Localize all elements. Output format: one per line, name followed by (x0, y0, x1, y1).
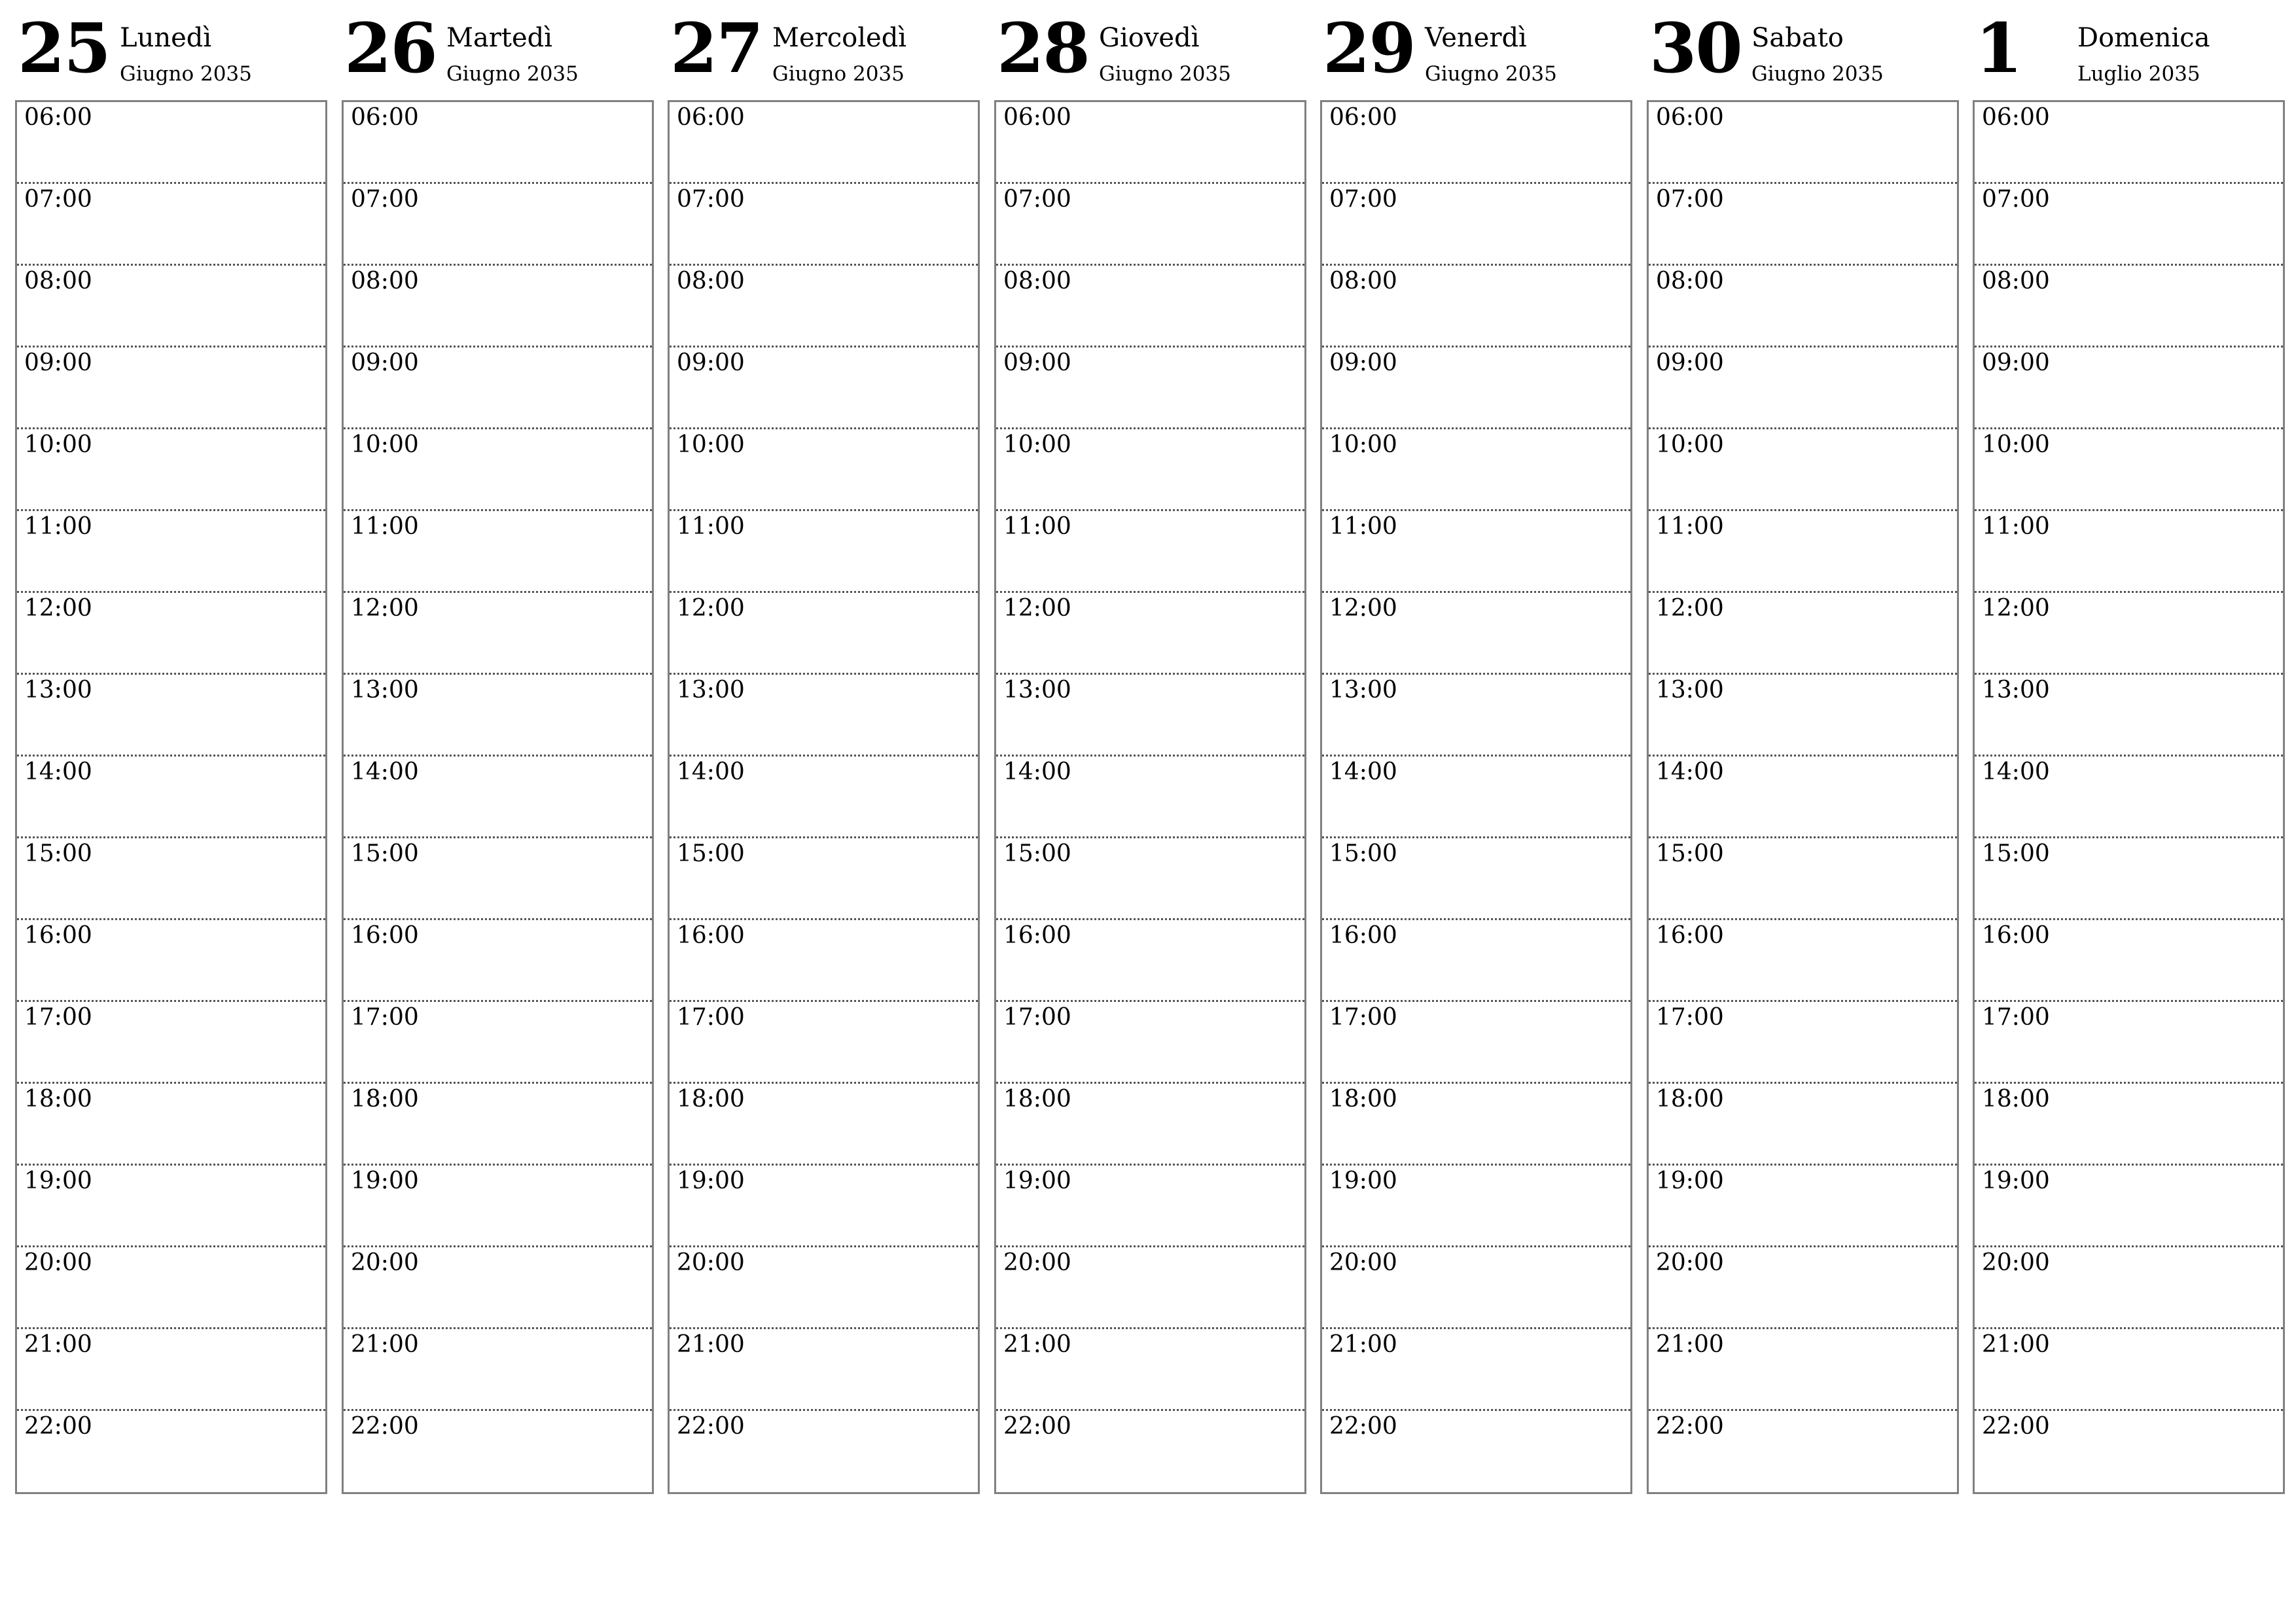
hour-label: 11:00 (1656, 513, 1724, 540)
hour-slot[interactable] (17, 1329, 325, 1411)
hour-slot[interactable] (1975, 1411, 2283, 1493)
hour-slot[interactable] (1322, 266, 1630, 348)
hour-slot[interactable] (996, 1329, 1304, 1411)
hour-label: 14:00 (351, 758, 419, 785)
hour-slot[interactable] (670, 1329, 978, 1411)
hour-slot[interactable] (670, 511, 978, 593)
hour-label: 22:00 (24, 1413, 92, 1440)
hour-slot[interactable] (344, 675, 652, 757)
hour-label: 07:00 (1656, 186, 1724, 213)
day-number: 28 (997, 8, 1089, 88)
hour-label: 19:00 (677, 1168, 745, 1194)
day-month-year: Giugno 2035 (1099, 62, 1231, 86)
day-schedule-box (668, 100, 980, 1494)
hour-slot[interactable] (1975, 429, 2283, 511)
hour-label: 13:00 (1003, 677, 1071, 704)
day-column (342, 0, 656, 1440)
day-month-year: Giugno 2035 (120, 62, 252, 86)
hour-slot[interactable] (1322, 920, 1630, 1002)
hour-slot[interactable] (670, 593, 978, 675)
hour-label: 19:00 (1982, 1168, 2050, 1194)
hour-slot[interactable] (996, 1002, 1304, 1084)
hour-slot[interactable] (1322, 757, 1630, 838)
hour-slot[interactable] (670, 920, 978, 1002)
hour-slot[interactable] (996, 348, 1304, 429)
hour-slot[interactable] (1322, 1329, 1630, 1411)
day-schedule-box (1647, 100, 1959, 1494)
hour-label: 18:00 (1656, 1086, 1724, 1113)
hour-label: 10:00 (24, 431, 92, 458)
hour-slot[interactable] (996, 1411, 1304, 1493)
hour-slot[interactable] (1322, 1166, 1630, 1247)
hour-slot[interactable] (1649, 511, 1957, 593)
hour-label: 21:00 (1003, 1331, 1071, 1358)
hour-slot[interactable] (17, 1084, 325, 1166)
hour-slot[interactable] (17, 920, 325, 1002)
hour-label: 11:00 (1982, 513, 2050, 540)
hour-label: 09:00 (1003, 349, 1071, 376)
hour-slot[interactable] (344, 593, 652, 675)
hour-label: 13:00 (24, 677, 92, 704)
hour-label: 17:00 (1656, 1004, 1724, 1031)
hour-slot[interactable] (1649, 1247, 1957, 1329)
hour-slot[interactable] (17, 1247, 325, 1329)
hour-label: 16:00 (351, 922, 419, 949)
hour-slot[interactable] (1975, 102, 2283, 184)
hour-slot[interactable] (17, 1002, 325, 1084)
hour-slot[interactable] (670, 429, 978, 511)
hour-slot[interactable] (1975, 1166, 2283, 1247)
hour-slot[interactable] (1322, 511, 1630, 593)
hour-slot[interactable] (17, 1166, 325, 1247)
hour-label: 09:00 (351, 349, 419, 376)
hour-label: 17:00 (677, 1004, 745, 1031)
hour-label: 12:00 (1982, 595, 2050, 622)
day-number: 29 (1323, 8, 1415, 88)
hour-label: 16:00 (1329, 922, 1397, 949)
day-name: Venerdì (1425, 23, 1527, 53)
hour-slot[interactable] (1975, 184, 2283, 266)
hour-slot[interactable] (1322, 838, 1630, 920)
day-name: Sabato (1751, 23, 1844, 53)
hour-label: 15:00 (1656, 840, 1724, 867)
hour-slot[interactable] (1975, 838, 2283, 920)
hour-label: 08:00 (351, 268, 419, 294)
hour-label: 13:00 (1982, 677, 2050, 704)
hour-slot[interactable] (996, 184, 1304, 266)
hour-slot[interactable] (670, 1002, 978, 1084)
hour-label: 08:00 (1329, 268, 1397, 294)
hour-label: 20:00 (24, 1249, 92, 1276)
hour-slot[interactable] (1975, 1002, 2283, 1084)
hour-label: 21:00 (351, 1331, 419, 1358)
hour-label: 18:00 (1003, 1086, 1071, 1113)
hour-slot[interactable] (1649, 348, 1957, 429)
hour-label: 09:00 (677, 349, 745, 376)
hour-label: 08:00 (24, 268, 92, 294)
day-month-year: Giugno 2035 (1751, 62, 1884, 86)
hour-slot[interactable] (670, 1084, 978, 1166)
hour-slot[interactable] (1649, 102, 1957, 184)
hour-label: 12:00 (351, 595, 419, 622)
hour-slot[interactable] (1975, 1084, 2283, 1166)
hour-slot[interactable] (1649, 184, 1957, 266)
hour-slot[interactable] (1649, 266, 1957, 348)
hour-slot[interactable] (344, 920, 652, 1002)
hour-slot[interactable] (996, 266, 1304, 348)
hour-slot[interactable] (1975, 348, 2283, 429)
hour-slot[interactable] (996, 920, 1304, 1002)
day-month-year: Giugno 2035 (446, 62, 579, 86)
hour-label: 06:00 (1329, 104, 1397, 131)
day-name: Lunedì (120, 23, 212, 53)
hour-label: 16:00 (1656, 922, 1724, 949)
hour-label: 14:00 (1982, 758, 2050, 785)
hour-slot[interactable] (1322, 429, 1630, 511)
hour-slot[interactable] (1975, 920, 2283, 1002)
hour-label: 16:00 (24, 922, 92, 949)
day-schedule-box (342, 100, 654, 1494)
hour-slot[interactable] (996, 838, 1304, 920)
hour-slot[interactable] (670, 266, 978, 348)
hour-slot[interactable] (1322, 1411, 1630, 1493)
day-column (1647, 0, 1961, 1440)
day-number: 26 (344, 8, 437, 88)
hour-slot[interactable] (1649, 675, 1957, 757)
hour-slot[interactable] (344, 1329, 652, 1411)
hour-label: 18:00 (1982, 1086, 2050, 1113)
hour-slot[interactable] (670, 838, 978, 920)
hour-label: 16:00 (1982, 922, 2050, 949)
hour-slot[interactable] (17, 429, 325, 511)
hour-slot[interactable] (670, 1247, 978, 1329)
hour-label: 10:00 (1003, 431, 1071, 458)
hour-label: 20:00 (1982, 1249, 2050, 1276)
hour-label: 15:00 (677, 840, 745, 867)
hour-slot[interactable] (1975, 675, 2283, 757)
hour-label: 22:00 (677, 1413, 745, 1440)
hour-slot[interactable] (1322, 675, 1630, 757)
hour-slot[interactable] (344, 511, 652, 593)
hour-slot[interactable] (996, 1084, 1304, 1166)
hour-label: 11:00 (1003, 513, 1071, 540)
hour-label: 10:00 (677, 431, 745, 458)
hour-label: 06:00 (677, 104, 745, 131)
hour-label: 11:00 (351, 513, 419, 540)
hour-slot[interactable] (1975, 266, 2283, 348)
hour-slot[interactable] (1649, 920, 1957, 1002)
hour-label: 06:00 (1982, 104, 2050, 131)
day-number: 30 (1649, 8, 1742, 88)
hour-slot[interactable] (344, 757, 652, 838)
hour-label: 12:00 (1656, 595, 1724, 622)
hour-label: 22:00 (1003, 1413, 1071, 1440)
day-column (994, 0, 1308, 1440)
hour-label: 07:00 (677, 186, 745, 213)
hour-slot[interactable] (344, 1411, 652, 1493)
hour-label: 19:00 (1329, 1168, 1397, 1194)
hour-slot[interactable] (996, 757, 1304, 838)
hour-slot[interactable] (1649, 838, 1957, 920)
hour-slot[interactable] (1975, 1329, 2283, 1411)
day-header (1320, 0, 1634, 100)
hour-slot[interactable] (17, 838, 325, 920)
day-schedule-box (1320, 100, 1632, 1494)
hour-label: 16:00 (1003, 922, 1071, 949)
hour-label: 13:00 (1656, 677, 1724, 704)
hour-label: 19:00 (351, 1168, 419, 1194)
hour-label: 12:00 (1003, 595, 1071, 622)
hour-label: 09:00 (24, 349, 92, 376)
hour-slot[interactable] (17, 348, 325, 429)
hour-label: 09:00 (1656, 349, 1724, 376)
hour-slot[interactable] (670, 102, 978, 184)
hour-label: 13:00 (677, 677, 745, 704)
hour-label: 17:00 (24, 1004, 92, 1031)
hour-slot[interactable] (1975, 1247, 2283, 1329)
hour-label: 14:00 (24, 758, 92, 785)
hour-slot[interactable] (1649, 1329, 1957, 1411)
hour-slot[interactable] (670, 1411, 978, 1493)
day-month-year: Luglio 2035 (2077, 62, 2200, 86)
hour-label: 06:00 (1003, 104, 1071, 131)
hour-slot[interactable] (996, 102, 1304, 184)
hour-label: 08:00 (1003, 268, 1071, 294)
hour-label: 19:00 (1656, 1168, 1724, 1194)
hour-label: 15:00 (1982, 840, 2050, 867)
hour-slot[interactable] (1975, 757, 2283, 838)
hour-label: 19:00 (1003, 1168, 1071, 1194)
day-name: Domenica (2077, 23, 2210, 53)
hour-slot[interactable] (1649, 1084, 1957, 1166)
day-name: Mercoledì (772, 23, 907, 53)
hour-label: 09:00 (1329, 349, 1397, 376)
hour-slot[interactable] (344, 429, 652, 511)
hour-label: 12:00 (677, 595, 745, 622)
hour-label: 20:00 (677, 1249, 745, 1276)
hour-slot[interactable] (1322, 1002, 1630, 1084)
day-column (15, 0, 329, 1440)
hour-label: 20:00 (1003, 1249, 1071, 1276)
hour-slot[interactable] (17, 593, 325, 675)
hour-label: 19:00 (24, 1168, 92, 1194)
hour-slot[interactable] (996, 1166, 1304, 1247)
hour-label: 06:00 (1656, 104, 1724, 131)
hour-label: 22:00 (1982, 1413, 2050, 1440)
hour-label: 10:00 (1656, 431, 1724, 458)
hour-label: 21:00 (1982, 1331, 2050, 1358)
hour-label: 18:00 (677, 1086, 745, 1113)
hour-label: 14:00 (1003, 758, 1071, 785)
hour-slot[interactable] (344, 102, 652, 184)
hour-label: 15:00 (1003, 840, 1071, 867)
hour-slot[interactable] (1322, 348, 1630, 429)
hour-slot[interactable] (1649, 757, 1957, 838)
hour-slot[interactable] (344, 1247, 652, 1329)
hour-label: 21:00 (24, 1331, 92, 1358)
hour-slot[interactable] (670, 675, 978, 757)
hour-label: 22:00 (1656, 1413, 1724, 1440)
hour-label: 16:00 (677, 922, 745, 949)
hour-slot[interactable] (1322, 593, 1630, 675)
hour-slot[interactable] (17, 675, 325, 757)
hour-slot[interactable] (996, 1247, 1304, 1329)
hour-slot[interactable] (1322, 102, 1630, 184)
hour-label: 18:00 (351, 1086, 419, 1113)
hour-slot[interactable] (344, 184, 652, 266)
hour-slot[interactable] (996, 511, 1304, 593)
day-column (668, 0, 982, 1440)
hour-label: 20:00 (351, 1249, 419, 1276)
hour-slot[interactable] (17, 1411, 325, 1493)
hour-slot[interactable] (1649, 593, 1957, 675)
hour-label: 10:00 (351, 431, 419, 458)
hour-slot[interactable] (344, 1166, 652, 1247)
hour-slot[interactable] (1975, 593, 2283, 675)
hour-label: 07:00 (24, 186, 92, 213)
hour-slot[interactable] (17, 511, 325, 593)
day-name: Martedì (446, 23, 553, 53)
hour-label: 11:00 (677, 513, 745, 540)
day-number: 25 (18, 8, 110, 88)
hour-label: 09:00 (1982, 349, 2050, 376)
hour-slot[interactable] (344, 348, 652, 429)
hour-slot[interactable] (996, 593, 1304, 675)
hour-slot[interactable] (670, 348, 978, 429)
day-number: 1 (1975, 8, 2022, 88)
hour-label: 13:00 (1329, 677, 1397, 704)
day-column (1320, 0, 1634, 1440)
hour-label: 15:00 (351, 840, 419, 867)
hour-label: 12:00 (24, 595, 92, 622)
hour-slot[interactable] (1975, 511, 2283, 593)
hour-label: 18:00 (24, 1086, 92, 1113)
hour-slot[interactable] (344, 266, 652, 348)
hour-label: 08:00 (1982, 268, 2050, 294)
hour-label: 21:00 (1329, 1331, 1397, 1358)
day-header (1973, 0, 2287, 100)
hour-label: 08:00 (1656, 268, 1724, 294)
hour-slot[interactable] (670, 1166, 978, 1247)
hour-label: 14:00 (677, 758, 745, 785)
hour-label: 11:00 (24, 513, 92, 540)
day-number: 27 (670, 8, 762, 88)
hour-slot[interactable] (670, 184, 978, 266)
hour-label: 12:00 (1329, 595, 1397, 622)
hour-slot[interactable] (1322, 184, 1630, 266)
day-schedule-box (1973, 100, 2285, 1494)
day-header (342, 0, 656, 100)
hour-slot[interactable] (670, 757, 978, 838)
hour-label: 07:00 (351, 186, 419, 213)
hour-label: 22:00 (351, 1413, 419, 1440)
hour-slot[interactable] (344, 1002, 652, 1084)
hour-slot[interactable] (1649, 1411, 1957, 1493)
hour-label: 17:00 (351, 1004, 419, 1031)
hour-slot[interactable] (344, 1084, 652, 1166)
day-month-year: Giugno 2035 (1425, 62, 1557, 86)
hour-slot[interactable] (1649, 429, 1957, 511)
hour-label: 17:00 (1003, 1004, 1071, 1031)
hour-label: 21:00 (677, 1331, 745, 1358)
hour-slot[interactable] (996, 675, 1304, 757)
day-column (1973, 0, 2287, 1440)
hour-label: 07:00 (1982, 186, 2050, 213)
hour-slot[interactable] (1322, 1084, 1630, 1166)
hour-label: 11:00 (1329, 513, 1397, 540)
day-month-year: Giugno 2035 (772, 62, 905, 86)
hour-label: 07:00 (1003, 186, 1071, 213)
hour-label: 07:00 (1329, 186, 1397, 213)
hour-slot[interactable] (1649, 1166, 1957, 1247)
day-schedule-box (994, 100, 1306, 1494)
hour-label: 15:00 (1329, 840, 1397, 867)
hour-label: 06:00 (24, 104, 92, 131)
hour-slot[interactable] (17, 102, 325, 184)
hour-slot[interactable] (1649, 1002, 1957, 1084)
hour-label: 08:00 (677, 268, 745, 294)
hour-label: 17:00 (1982, 1004, 2050, 1031)
hour-label: 17:00 (1329, 1004, 1397, 1031)
hour-label: 10:00 (1982, 431, 2050, 458)
hour-label: 13:00 (351, 677, 419, 704)
day-name: Giovedì (1099, 23, 1200, 53)
hour-label: 20:00 (1329, 1249, 1397, 1276)
day-header (15, 0, 329, 100)
day-header (994, 0, 1308, 100)
hour-label: 21:00 (1656, 1331, 1724, 1358)
day-header (668, 0, 982, 100)
hour-slot[interactable] (996, 429, 1304, 511)
hour-label: 14:00 (1329, 758, 1397, 785)
hour-slot[interactable] (17, 266, 325, 348)
hour-slot[interactable] (17, 757, 325, 838)
hour-label: 15:00 (24, 840, 92, 867)
hour-slot[interactable] (344, 838, 652, 920)
hour-label: 22:00 (1329, 1413, 1397, 1440)
hour-slot[interactable] (17, 184, 325, 266)
hour-label: 10:00 (1329, 431, 1397, 458)
hour-label: 18:00 (1329, 1086, 1397, 1113)
day-header (1647, 0, 1961, 100)
hour-label: 20:00 (1656, 1249, 1724, 1276)
day-schedule-box (15, 100, 327, 1494)
hour-slot[interactable] (1322, 1247, 1630, 1329)
hour-label: 06:00 (351, 104, 419, 131)
hour-label: 14:00 (1656, 758, 1724, 785)
